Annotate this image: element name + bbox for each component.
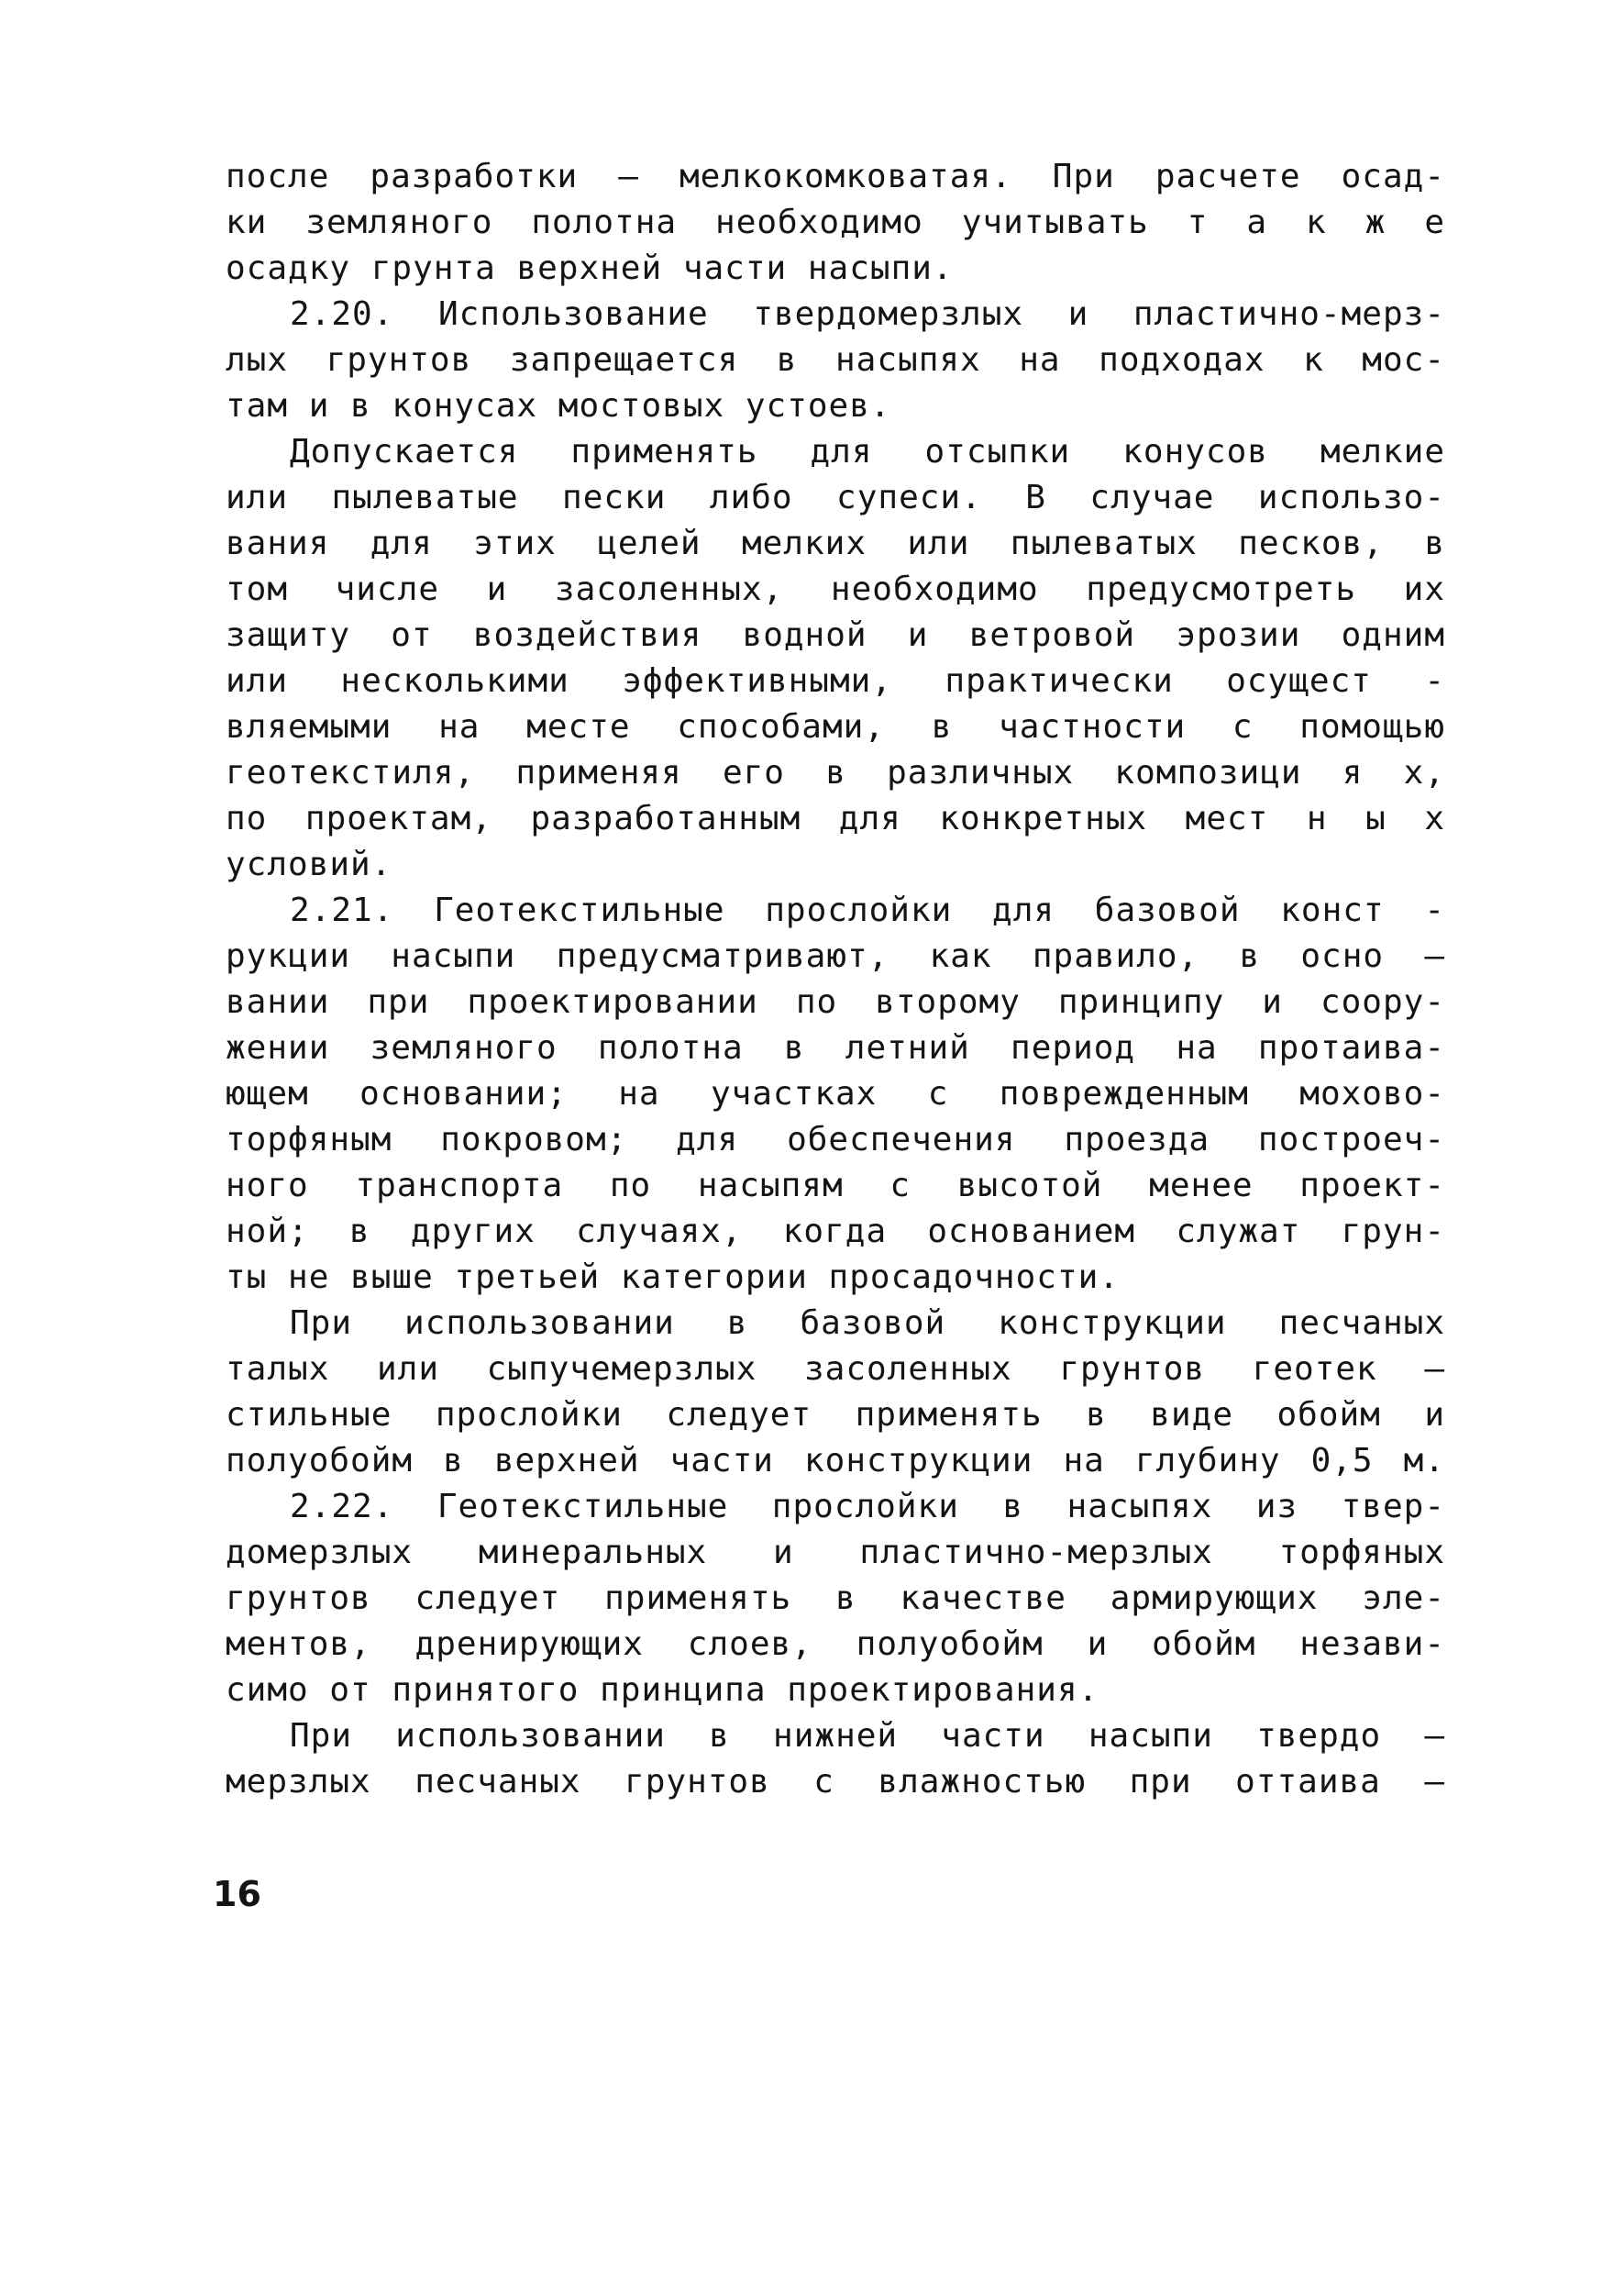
text-line: ного транспорта по насыпям с высотой менее проект- [226, 1167, 1445, 1204]
text-line: или несколькими эффективными, практически осущест - [226, 662, 1445, 700]
page-number: 16 [213, 1874, 261, 1914]
text-line: ментов, дренирующих слоев, полуобойм и обойм незави- [226, 1625, 1445, 1663]
text-line: 2.22. Геотекстильные прослойки в насыпях из твер- [290, 1488, 1445, 1525]
text-line: Допускается применять для отсыпки конусов мелкие [290, 433, 1445, 471]
text-line: 2.21. Геотекстильные прослойки для базовой конст - [290, 892, 1445, 929]
text-line: по проектам, разработанным для конкретных мест н ы х [226, 800, 1445, 837]
text-line: защиту от воздействия водной и ветровой эрозии одним [226, 616, 1445, 654]
text-line: жении земляного полотна в летний период на протаива- [226, 1029, 1445, 1067]
text-line: торфяным покровом; для обеспечения проезда построеч- [226, 1121, 1445, 1158]
text-line: ки земляного полотна необходимо учитывать т а к ж е [226, 204, 1445, 241]
text-line: вания для этих целей мелких или пылеватых песков, в [226, 525, 1445, 562]
text-line: вляемыми на месте способами, в частности с помощью [226, 708, 1445, 746]
text-line: мерзлых песчаных грунтов с влажностью при оттаива – [226, 1763, 1445, 1801]
text-line: ющем основании; на участках с поврежденным мохово- [226, 1075, 1445, 1113]
text-line: При использовании в нижней части насыпи твердо – [290, 1717, 1445, 1755]
text-line: там и в конусах мостовых устоев. [226, 387, 891, 425]
text-line: стильные прослойки следует применять в виде обойм и [226, 1396, 1445, 1434]
text-line: том числе и засоленных, необходимо предусмотреть их [226, 571, 1445, 608]
text-line: симо от принятого принципа проектирования. [226, 1671, 1099, 1709]
text-line: лых грунтов запрещается в насыпях на подходах к мос- [226, 341, 1445, 379]
text-line: 2.20. Использование твердомерзлых и пластично-мерз- [290, 295, 1445, 333]
text-line: после разработки – мелкокомковатая. При расчете осад- [226, 158, 1445, 195]
text-line: вании при проектировании по второму принципу и соору- [226, 983, 1445, 1021]
text-line: условий. [226, 846, 392, 883]
text-line: грунтов следует применять в качестве армирующих эле- [226, 1579, 1445, 1617]
text-line: осадку грунта верхней части насыпи. [226, 249, 954, 287]
text-line: или пылеватые пески либо супеси. В случае использо- [226, 479, 1445, 516]
text-line: рукции насыпи предусматривают, как правило, в осно – [226, 937, 1445, 975]
text-line: геотекстиля, применяя его в различных композици я х, [226, 754, 1445, 792]
text-line: При использовании в базовой конструкции песчаных [290, 1304, 1445, 1342]
text-line: ты не выше третьей категории просадочности. [226, 1258, 1120, 1296]
body-text [226, 154, 1445, 1805]
text-line: ной; в других случаях, когда основанием служат грун- [226, 1213, 1445, 1250]
text-line: полуобойм в верхней части конструкции на глубину 0,5 м. [226, 1442, 1445, 1480]
text-line: домерзлых минеральных и пластично-мерзлых торфяных [226, 1534, 1445, 1571]
text-line: талых или сыпучемерзлых засоленных грунтов геотек – [226, 1350, 1445, 1388]
